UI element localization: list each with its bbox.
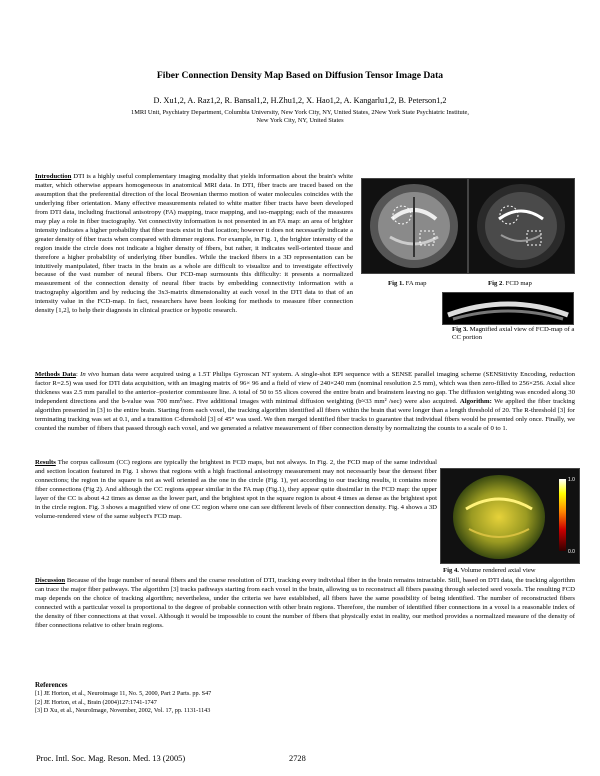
volume-render-figure bbox=[440, 468, 580, 564]
methods-section bbox=[35, 371, 575, 434]
introduction-section bbox=[35, 173, 353, 316]
introduction-heading: Introduction bbox=[35, 173, 72, 180]
fcd-map-figure bbox=[468, 178, 575, 274]
methods-text-2: We applied the fiber tracking algorithm presented in [3] to the entire brain. Starting from each voxel, the tracking algorithm identified all fibers within the brain that were longer than a length threshold of 20. The R-threshold [3] for terminating tracking was set at 0.1, and a transition C-threshold [3] of 45° was used. We then merged identified fiber tracks to guarantee that individual fibers would be presented only once. Finally, we counted the number of fibers that passed through each voxel, and we generated a relative measurement of fiber connection density by normalizing the counts to a scale of 0 to 1. bbox=[35, 397, 575, 432]
reference-item: [2] JE Horton, et al., Brain (2004)127:1741-1747 bbox=[35, 698, 157, 706]
results-section bbox=[35, 459, 437, 522]
fig2-caption-text: . FCD map bbox=[502, 280, 532, 287]
fa-map-image bbox=[362, 179, 467, 273]
fig3-caption bbox=[452, 326, 576, 342]
reference-item: [1] JE Horton, et al., Neuroimage 11, No. 5, 2000, Part 2 Parts. pp. S47 bbox=[35, 689, 212, 697]
fig1-caption-text: FA map bbox=[403, 280, 427, 287]
reference-item: [3] D Xu, et al., NeuroImage, November, 2002, Vol. 17, pp. 1131-1143 bbox=[35, 707, 211, 715]
footer-proceedings: Proc. Intl. Soc. Mag. Reson. Med. 13 (2005) bbox=[36, 754, 186, 763]
results-text: The corpus callosum (CC) regions are typically the brightest in FCD maps, but not always. In Fig. 2, the FCD map of the same individual and section location featured in Fig. 1 shows that regions with a high fractional anisotropy measurement may not necessarily bear the densest fiber connections; the region in the square is not as well oriented as the one in the circle (Fig. 1), yet according to our tracking results, it contains more fiber connections (Fig 2). And although the CC regions appear similar in the FA map (Fig.1), they appear quite dissimilar in the FCD map: the upper layer of the CC is about 4.2 times as dense as the lower part, and the brightest spot in the square region is about 4 times as dense as the brightest spot in the circle region. Fig. 3 shows a magnified view of one CC region where one can see different levels of fiber connection density. Fig. 4 shows a 3D volume-rendered view of the same subject's FCD map. bbox=[35, 459, 437, 520]
methods-text-1: human data were acquired using a 1.5T Philips Gyroscan NT system. A single-shot EPI sequence with a SENSE parallel imaging scheme (SENSitivity Encoding, reduction factor R=2.5) was used for DTI data acquisition, with an imaging matrix of 96× 96 and a field of view of 240×240 mm (nominal resolution 2.5 mm), which was then zero-filled to 256×256. Axial slice thickness was 2.5 mm parallel to the anterior–posterior commissure line. A total of 50 to 55 slices covered the entire brain and brainstem leaving no gap. The diffusion weighting was encoded along 30 independent directions and the b-value was 700 mm²/sec. Five additional images with minimal diffusion weighting (b≈33 mm² /sec) were also acquired. bbox=[35, 371, 576, 405]
fig3-caption-text: Magnified axial view of FCD-map of a CC portion bbox=[452, 326, 575, 341]
methods-lead: : bbox=[75, 371, 81, 378]
references-heading: References bbox=[35, 681, 68, 689]
colorbar-top-label: 1.0 bbox=[568, 477, 575, 483]
introduction-text: DTI is a highly useful complementary imaging modality that yields information about the brain's white matter, which otherwise appears homogeneous in anatomical MRI data. In DTI, fiber tracts are traced based on the assumption that the preferential direction of the local Brownian thermo motion of water molecules coincides with the underlying fiber orientation. Many effective measurements related to white matter fiber tracts have been developed from DTI data, including fractional anisotropy (FA) mapping, trace mapping, and iso-mapping; each of the measures may play a role in fiber tractography. Yet connectivity information is not presented in an FA map: an area of brighter intensity indicates a higher probability that fiber tracts exist in that location; however it does not necessarily indicate a greater density of fiber tracts when compared with dimmer regions. For example, in Fig. 1, the brighter intensity of the region inside the circle does not indicate a higher density of fibers, but rather, it indicates well-oriented tissue and therefore a higher probability of underlying fiber bundles. While the tracked fibers in a 3D representation can be intuitively manipulated, fiber tracts in the brain as a whole are difficult to visualize and to investigate effectively because of the vast number of neural fibers. Our FCD-map surmounts this difficulty: it presents a normalized measurement of the connection density of neural fiber tracts by embedding connectivity information with a tractography algorithm and by reducing the 3x3-matrix dimensionality at each voxel in the DTI data to that of an intensity value in the FCD-map. In fact, researchers have been looking for methods to measure fiber connection density [1,2], to help their diagnosis in clinical practice or hypotic research. bbox=[35, 173, 353, 315]
paper-title: Fiber Connection Density Map Based on Diffusion Tensor Image Data bbox=[156, 70, 444, 81]
fig1-caption bbox=[388, 280, 427, 288]
cc-magnified-figure bbox=[442, 292, 574, 325]
volume-render-image bbox=[441, 469, 579, 563]
footer-page-number: 2728 bbox=[289, 754, 306, 763]
fig4-label: Fig 4. bbox=[443, 567, 459, 574]
fig4-caption-text: Volume rendered axial view bbox=[458, 567, 536, 574]
methods-heading: Methods Data bbox=[35, 371, 76, 378]
results-heading: Results bbox=[35, 459, 56, 466]
cc-magnified-image bbox=[443, 293, 573, 324]
discussion-text: Because of the huge number of neural fibers and the coarse resolution of DTI, tracking every individual fiber in the brain remains intractable. Still, based on DTI data, the tracking algorithm can trace the major fiber pathways. The algorithm [3] tracks pathways starting from each voxel in the brain, allowing us to reconstruct all fibers passing through selected seed voxels. The resulting FCD map depends on the choice of tracking algorithm; nevertheless, under the criteria we have established, all fibers have the same possibility of being identified. The number of reconstructed fibers connected with a particular voxel is proportional to the degree of probable connection with other brain regions. Therefore, the number of identified fiber connections in a voxel is a reasonable index of the density of fiber connections at that voxel. Although it would be impossible to count the number of fibers that physically exist in reality, our method provides a normalized measure of the density of fiber connections relative to other brain regions. bbox=[35, 577, 575, 629]
fig3-label: Fig 3. bbox=[452, 326, 468, 333]
author-list: D. Xu1,2, A. Raz1,2, R. Bansal1,2, H.Zhu1,2, X. Hao1,2, A. Kangarlu1,2, B. Peterson1,2 bbox=[153, 96, 447, 105]
fa-map-figure bbox=[361, 178, 468, 274]
discussion-section bbox=[35, 577, 575, 631]
discussion-heading: Discussion bbox=[35, 577, 66, 584]
colorbar-bottom-label: 0.0 bbox=[568, 549, 575, 555]
references-section bbox=[35, 681, 575, 716]
affiliation-line-2: New York City, NY, United States bbox=[256, 117, 344, 124]
fig2-caption bbox=[488, 280, 532, 288]
fig1-label: Fig 1. bbox=[388, 280, 404, 287]
in-vivo-text: In vivo bbox=[80, 371, 100, 378]
fcd-map-image bbox=[469, 179, 574, 273]
algorithm-label: Algorithm: bbox=[459, 397, 492, 405]
fig2-label: Fig 2 bbox=[488, 280, 503, 287]
fig4-caption bbox=[443, 567, 536, 575]
affiliation-line-1: 1MRI Unit, Psychiatry Department, Columbia University, New York City, NY, United States, 2New York State Psychiatric Institute, bbox=[131, 109, 469, 116]
